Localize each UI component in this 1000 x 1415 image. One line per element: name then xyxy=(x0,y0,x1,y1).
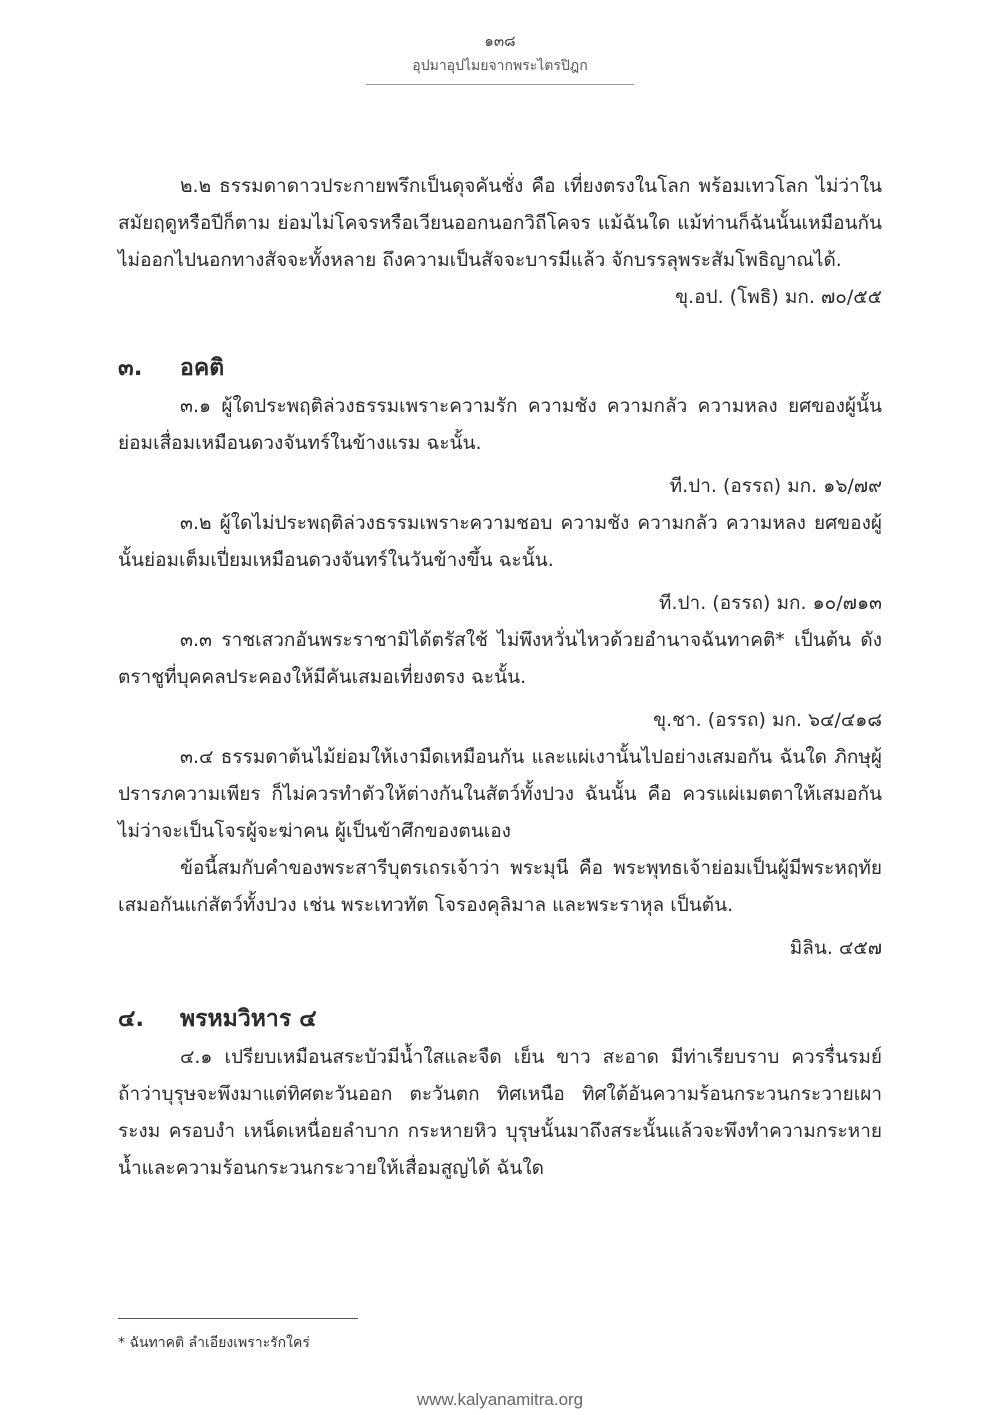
paragraph-4-1: ๔.๑ เปรียบเหมือนสระบัวมีน้ำใสและจืด เย็น ขาว สะอาด มีท่าเรียบราบ ควรรื่นรมย์ ถ้าว่าบุรุษจะพึงมาแต่ทิศตะวันออก ตะวันตก ทิศเหนือ ทิศใต้อันความร้อนกระวนกระวายเผาระงม ครอบงำ เหน็ดเหนื่อยลำบาก กระหายหิว บุรุษนั้นมาถึงสระนั้นแล้วจะพึงทำความกระหาย น้ำและความร้อนกระวนกระวายให้เสื่อมสูญได้ ฉันใด xyxy=(118,1046,882,1179)
section-title-3: อคติ xyxy=(180,355,225,381)
reference-3-3: ขุ.ชา. (อรรถ) มก. ๖๔/๔๑๘ xyxy=(653,709,882,731)
reference-2-2: ขุ.อป. (โพธิ) มก. ๗๐/๕๕ xyxy=(675,286,882,308)
book-title: อุปมาอุปไมยจากพระไตรปิฎก xyxy=(412,58,588,74)
paragraph-3-2: ๓.๒ ผู้ใดไม่ประพฤติล่วงธรรมเพราะความชอบ ความชัง ความกลัว ความหลง ยศของผู้นั้นย่อมเต็มเปี่ยมเหมือนดวงจันทร์ในวันข้างขึ้น ฉะนั้น. xyxy=(118,512,882,571)
section-title-4: พรหมวิหาร ๔ xyxy=(180,1006,317,1032)
header-divider xyxy=(366,84,634,85)
footnote-divider xyxy=(118,1318,358,1319)
reference-3-2: ที.ปา. (อรรถ) มก. ๑๐/๗๑๓ xyxy=(658,592,882,614)
section-number-4: ๔. xyxy=(118,1006,145,1032)
reference-3-1: ที.ปา. (อรรถ) มก. ๑๖/๗๙ xyxy=(669,475,882,497)
paragraph-3-4-note: ข้อนี้สมกับคำของพระสารีบุตรเถรเจ้าว่า พระมุนี คือ พระพุทธเจ้าย่อมเป็นผู้มีพระหฤทัยเสมอกันแก่สัตว์ทั้งปวง เช่น พระเทวทัต โจรองคุลิมาล และพระราหุล เป็นต้น. xyxy=(118,857,882,916)
section-number-3: ๓. xyxy=(118,355,143,381)
footnote: * ฉันทาคติ ลำเอียงเพราะรักใคร่ xyxy=(118,1335,310,1351)
section-heading-3 xyxy=(118,348,882,388)
section-heading-4 xyxy=(118,999,882,1039)
website-footer: www.kalyanamitra.org xyxy=(416,1390,584,1409)
paragraph-2-2: ๒.๒ ธรรมดาดาวประกายพรึกเป็นดุจคันชั่ง คือ เที่ยงตรงในโลก พร้อมเทวโลก ไม่ว่าในสมัยฤดูหรือปีก็ตาม ย่อมไม่โคจรหรือเวียนออกนอกวิถีโคจร แม้ฉันใด แม้ท่านก็ฉันนั้นเหมือนกัน ไม่ออกไปนอกทางสัจจะทั้งหลาย ถึงความเป็นสัจจะบารมีแล้ว จักบรรลุพระสัมโพธิญาณได้. xyxy=(118,175,882,271)
page-number: ๑๓๘ xyxy=(484,32,516,50)
reference-3-4: มิลิน. ๔๕๗ xyxy=(789,937,882,959)
paragraph-3-1: ๓.๑ ผู้ใดประพฤติล่วงธรรมเพราะความรัก ความชัง ความกลัว ความหลง ยศของผู้นั้นย่อมเสื่อมเหมือนดวงจันทร์ในข้างแรม ฉะนั้น. xyxy=(118,395,882,454)
page-header xyxy=(0,30,1000,85)
paragraph-3-3: ๓.๓ ราชเสวกอันพระราชามิได้ตรัสใช้ ไม่พึงหวั่นไหวด้วยอำนาจฉันทาคติ* เป็นต้น ดังตราชูที่บุคคลประคองให้มีคันเสมอเที่ยงตรง ฉะนั้น. xyxy=(118,629,882,688)
page-body xyxy=(118,168,882,1187)
paragraph-3-4: ๓.๔ ธรรมดาต้นไม้ย่อมให้เงามืดเหมือนกัน และแผ่เงานั้นไปอย่างเสมอกัน ฉันใด ภิกษุผู้ปรารภความเพียร ก็ไม่ควรทำตัวให้ต่างกันในสัตว์ทั้งปวง ฉันนั้น คือ ควรแผ่เมตตาให้เสมอกันไม่ว่าจะเป็นโจรผู้จะฆ่าคน ผู้เป็นข้าศึกของตนเอง xyxy=(118,746,882,842)
